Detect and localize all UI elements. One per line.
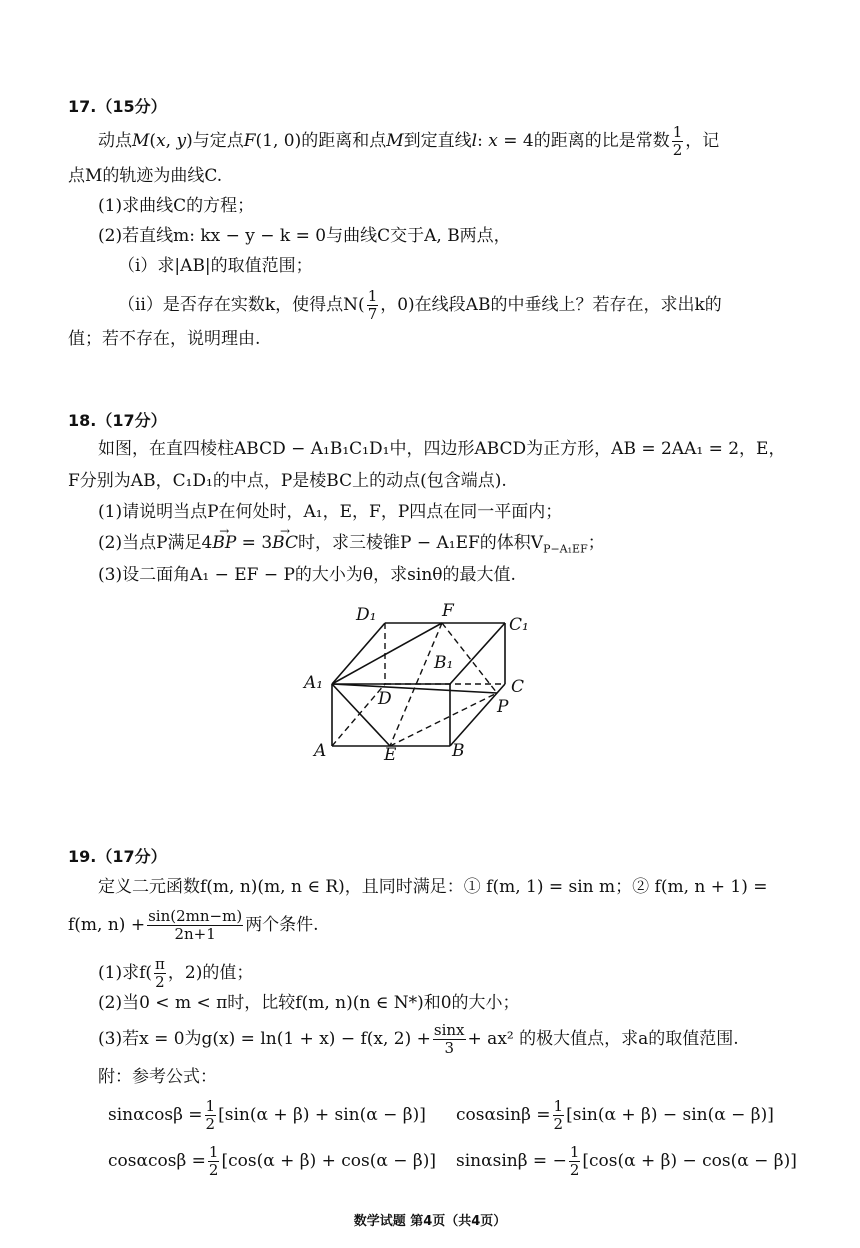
label-d: D [378,689,392,709]
vector-bp: → BP [212,532,236,554]
label-b1: B₁ [434,653,454,673]
formula-cos-sin: cosαsinβ = $\frac{1}{2}$ [sin(α + β) − sin(α − β)] [456,1097,774,1133]
q19-fraction-sinx: $\frac{\sin x}{3}$ [433,1021,465,1057]
formula-cos-cos: cosαcosβ = $\frac{1}{2}$ [cos(α + β) + cos(α − β)] [108,1143,436,1179]
label-a: A [314,741,327,761]
q19-intro: 定义二元函数f(m, n)(m, n ∈ R)，且同时满足：① f(m, 1) = sin m；② f(m, n + 1) = [98,877,768,897]
label-e: E [384,745,397,765]
label-a1: A₁ [304,673,324,693]
segment-a1-f [332,623,442,684]
q19-part1: (1)求f( $\frac{\pi}{2}$ ，2)的值； [98,955,254,991]
q19-part3: (3)若x = 0为g(x) = ln(1 + x) − f(x, 2) + $\frac{\sin x}{3}$ + ax² 的极大值点，求a的取值范围. [98,1021,739,1057]
formula-sin-sin: sinαsinβ = − $\frac{1}{2}$ [cos(α + β) − cos(α − β)] [456,1143,797,1179]
q17-part2: (2)若直线m: kx − y − k = 0与曲线C交于A, B两点， [98,226,511,246]
label-c1: C₁ [509,615,529,635]
formula-sin-cos: sinαcosβ = $\frac{1}{2}$ [sin(α + β) + sin(α − β)] [108,1097,426,1133]
q19-fraction-sin: $\frac{\sin(2mn-m)}{2n+1}$ [148,907,243,943]
q19-fraction-pi-half: $\frac{\pi}{2}$ [155,955,165,991]
hidden-segment-e-p [390,693,497,746]
q19-heading: 19.（17分） [68,847,167,866]
q19-reference-title: 附：参考公式： [98,1067,217,1087]
q18-line2: F分别为AB，C₁D₁的中点，P是棱BC上的动点(包含端点). [68,471,507,491]
label-p: P [497,697,509,717]
q18-intro: 如图，在直四棱柱ABCD − A₁B₁C₁D₁中，四边形ABCD为正方形，AB = 2AA₁ = 2，E， [98,439,786,459]
edge-c1-b1 [450,623,505,684]
label-f: F [442,601,454,621]
q17-fraction-half: $\frac{1}{2}$ [672,123,683,159]
q17-intro-c: 的距离和点 [301,131,387,151]
q18-heading: 18.（17分） [68,411,167,430]
q17-fraction-seventh: $\frac{1}{7}$ [367,287,378,323]
q17-line2: 点M的轨迹为曲线C. [68,166,223,186]
q19-part2: (2)当0 < m < π时，比较f(m, n)(n ∈ N*)和0的大小； [98,993,520,1013]
prism-figure [300,598,560,768]
vector-bc: → BC [272,532,298,554]
q19-line2: f(m, n) + $\frac{\sin(2mn-m)}{2n+1}$ 两个条件. [68,907,319,943]
q17-part2-i: （ⅰ）求|AB|的取值范围； [118,256,313,276]
q17-part2-ii-cont: 值；若不存在，说明理由. [68,329,261,349]
q17-intro-e: 的距离的比是常数 [533,131,670,151]
edge-a1-d1 [332,623,385,684]
q17-heading: 17.（15分） [68,97,167,116]
q17-intro: 动点M(x, y)与定点F(1, 0)的距离和点M到定直线l: x = 4的距离的比是常数 $\frac{1}{2}$ ，记 [98,123,720,159]
q17-part1: (1)求曲线C的方程； [98,196,255,216]
label-b: B [452,741,465,761]
q18-part3: (3)设二面角A₁ − EF − P的大小为θ，求sinθ的最大值. [98,565,516,585]
q17-intro-f: ，记 [685,131,720,151]
q18-part2: (2)当点P满足4→ BP = 3→ BC时，求三棱锥P − A₁EF的体积$V_{P-A_1EF}$； [98,532,605,560]
q17-pii-b: ，0)在线段AB的中垂线上？若存在，求出k的 [380,295,722,315]
q17-intro-d: 到定直线 [403,131,472,151]
q17-intro-b: 与定点 [192,131,244,151]
label-c: C [511,677,525,697]
label-d1: D₁ [356,605,377,625]
q17-intro-a: 动点 [98,131,132,151]
q17-pii-a: （ⅱ）是否存在实数k，使得点N( [118,295,365,315]
page-footer: 数学试题 第4页（共4页） [353,1214,507,1229]
q18-part1: (1)请说明当点P在何处时，A₁，E，F，P四点在同一平面内； [98,502,563,522]
q17-part2-ii [118,288,722,323]
